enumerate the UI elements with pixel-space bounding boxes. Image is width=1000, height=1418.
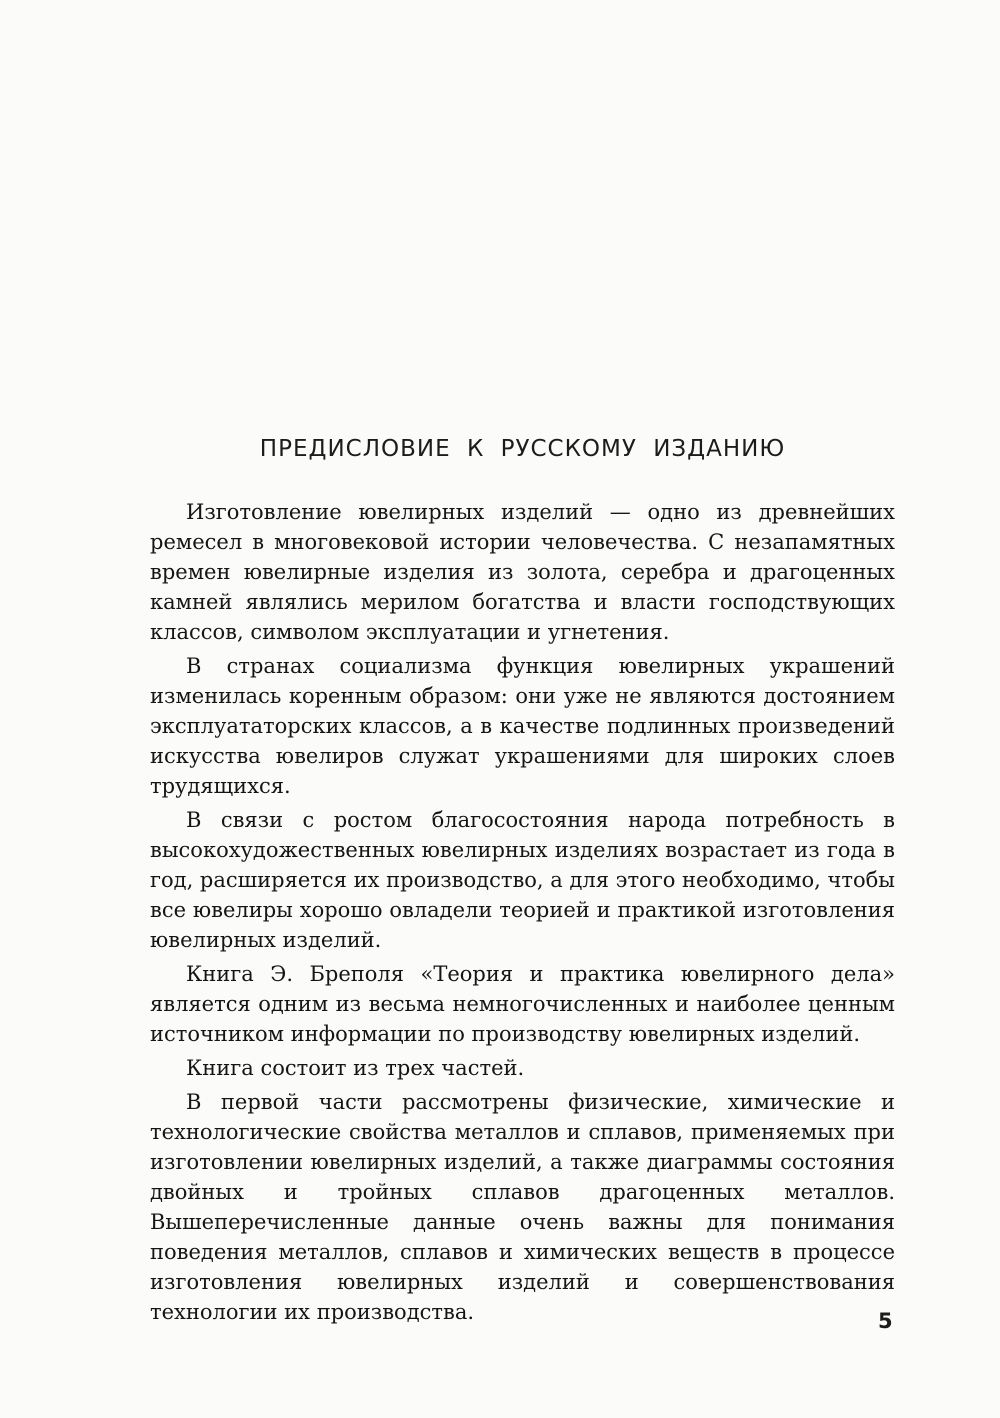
page-number: 5: [878, 1309, 893, 1333]
paragraph: В связи с ростом благосостояния народа потребность в высокохудожественных ювелирных изделиях возрастает из года в год, расширяется их производство, а для этого необходимо, чтобы все ювелиры хорошо овладели теорией и практикой изготовления ювелирных изделий.: [150, 808, 895, 952]
paragraph: В странах социализма функция ювелирных украшений изменилась коренным образом: они уже не являются достоянием эксплуататорских классов, а в качестве подлинных произведений искусства ювелиров служат украшениями для широких слоев трудящихся.: [150, 654, 895, 798]
paragraph: Изготовление ювелирных изделий — одно из древнейших ремесел в многовековой истории человечества. С незапамятных времен ювелирные изделия из золота, серебра и драгоценных камней являлись мерилом богатства и власти господствующих классов, символом эксплуатации и угнетения.: [150, 500, 895, 644]
body-text: [150, 497, 895, 1331]
paragraph: В первой части рассмотрены физические, химические и технологические свойства металлов и сплавов, применяемых при изготовлении ювелирных изделий, а также диаграммы состояния двойных и тройных сплавов драгоценных металлов. Вышеперечисленные данные очень важны для понимания поведения металлов, сплавов и химических веществ в процессе изготовления ювелирных изделий и совершенствования технологии их производства.: [150, 1090, 895, 1324]
paragraph: Книга состоит из трех частей.: [186, 1056, 525, 1080]
paragraph: Книга Э. Бреполя «Теория и практика ювелирного дела» является одним из весьма немногочисленных и наиболее ценным источником информации по производству ювелирных изделий.: [150, 962, 895, 1046]
page-heading: ПРЕДИСЛОВИЕ К РУССКОМУ ИЗДАНИЮ: [259, 436, 786, 462]
